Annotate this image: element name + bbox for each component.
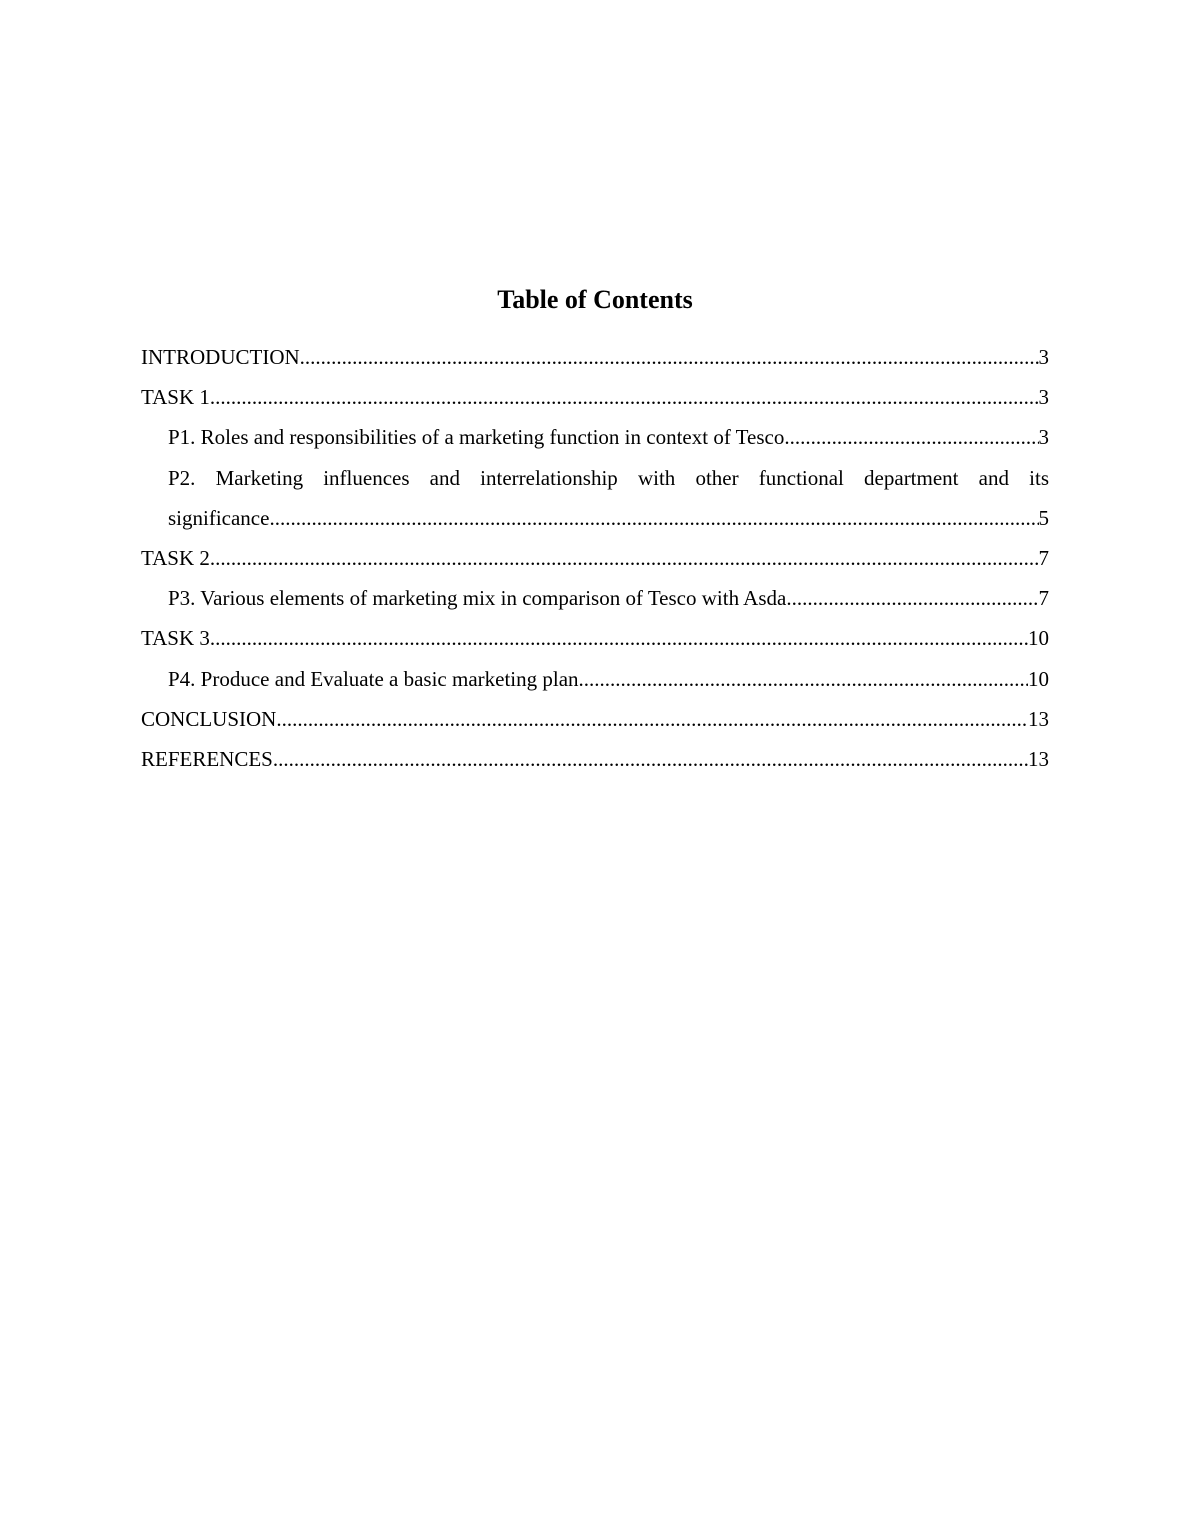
toc-entry-p2[interactable] [141,498,1049,538]
toc-page-number: 13 [1028,746,1049,771]
dot-leader [269,498,1038,538]
toc-entry-p4[interactable] [141,659,1049,699]
dot-leader [784,417,1038,457]
dot-leader [276,699,1028,739]
toc-entry-text: P1. Roles and responsibilities of a marketing function in context of Tesco [168,425,785,450]
toc-entry-p2-line1[interactable] [141,458,1049,498]
toc-entry-references[interactable] [141,739,1049,779]
toc-entry-text: TASK 2 [141,545,210,570]
toc-entry-text: CONCLUSION [141,706,277,731]
toc-page-number: 3 [1038,345,1049,369]
toc-entry-task-1[interactable] [141,377,1049,417]
toc-entry-task-3[interactable] [141,618,1049,658]
toc-page-number: 3 [1038,385,1049,410]
dot-leader [273,739,1028,779]
dot-leader [300,337,1039,377]
toc-entry-text: P3. Various elements of marketing mix in comparison of Tesco with Asda [168,586,787,611]
table-of-contents [141,337,1049,779]
toc-entry-p1[interactable] [141,417,1049,457]
toc-entry-text: TASK 1 [141,385,210,410]
toc-entry-introduction[interactable] [141,337,1049,377]
toc-entry-p3[interactable] [141,578,1049,618]
toc-entry-task-2[interactable] [141,538,1049,578]
dot-leader [210,538,1039,578]
toc-entry-text: TASK 3 [141,626,210,651]
toc-entry-text: REFERENCES [141,746,273,771]
toc-page-number: 5 [1038,505,1049,530]
dot-leader [210,618,1028,658]
toc-entry-conclusion[interactable] [141,699,1049,739]
toc-page-number: 13 [1028,706,1049,731]
toc-entry-text: P4. Produce and Evaluate a basic marketing plan [168,666,579,691]
dot-leader [786,578,1038,618]
toc-page-number: 3 [1038,425,1049,450]
toc-entry-text: P2. Marketing influences and interrelationship with other functional department and its [168,465,1049,490]
page-title: Table of Contents [497,285,693,314]
dot-leader [210,377,1039,417]
dot-leader [579,659,1028,699]
toc-page-number: 10 [1028,666,1049,691]
toc-page-number: 7 [1038,586,1049,611]
toc-entry-text: INTRODUCTION [141,345,300,369]
toc-page-number: 10 [1028,626,1049,651]
toc-entry-text: significance [168,505,270,530]
toc-page-number: 7 [1038,545,1049,570]
